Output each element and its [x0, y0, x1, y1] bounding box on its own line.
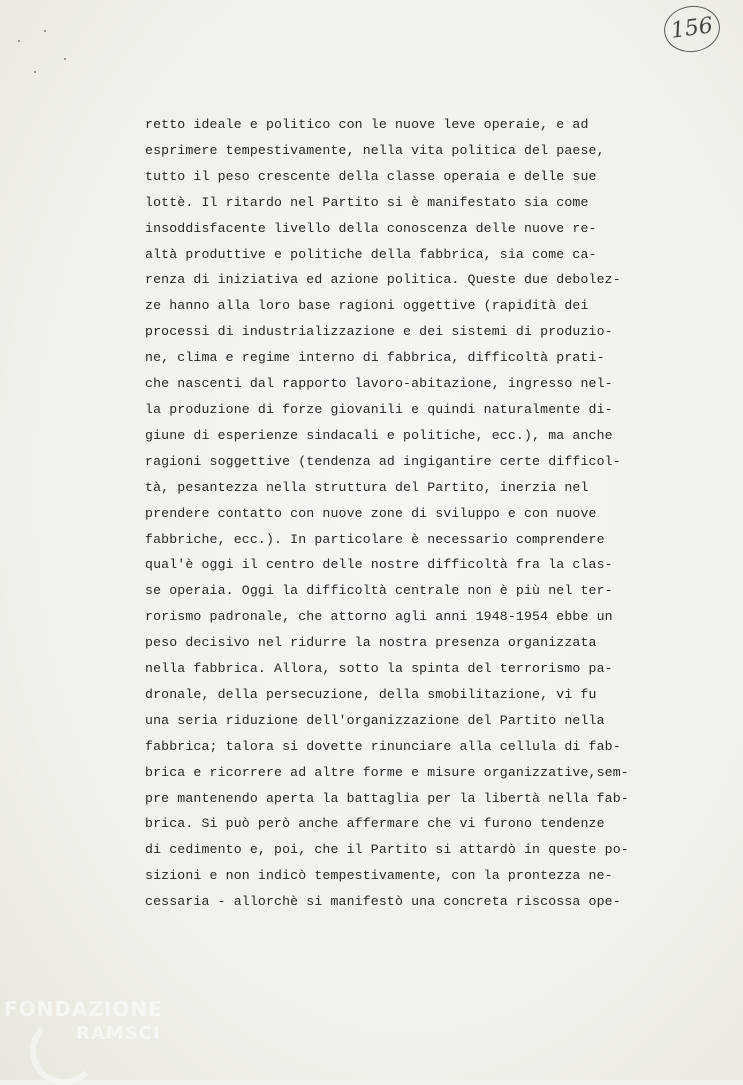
text-line: se operaia. Oggi la difficoltà centrale non è più nel ter-: [145, 583, 613, 599]
text-line: una seria riduzione dell'organizzazione del Partito nella: [145, 712, 605, 728]
text-line: retto ideale e politico con le nuove leve operaie, e ad: [145, 117, 589, 132]
text-line: dronale, della persecuzione, della smobilitazione, vi fu: [145, 686, 597, 702]
text-line: ze hanno alla loro base ragioni oggettive (rapidità dei: [145, 298, 589, 314]
text-line: rorismo padronale, che attorno agli anni 1948-1954 ebbe un: [145, 609, 613, 625]
text-line: pre mantenendo aperta la battaglia per la libertà nella fab-: [145, 790, 629, 806]
text-line: giune di esperienze sindacali e politiche, ecc.), ma anche: [145, 427, 613, 443]
text-line: brica. Si può però anche affermare che vi furono tendenze: [145, 816, 605, 832]
text-line: qual'è oggi il centro delle nostre difficoltà fra la clas-: [145, 557, 613, 573]
text-line: la produzione di forze giovanili e quindi naturalmente di-: [145, 401, 613, 417]
handwritten-page-number: 156: [661, 2, 723, 55]
text-line: insoddisfacente livello della conoscenza delle nuove re-: [145, 220, 597, 236]
text-line: esprimere tempestivamente, nella vita politica del paese,: [145, 142, 605, 158]
text-line: brica e ricorrere ad altre forme e misure organizzative,sem-: [145, 764, 629, 780]
text-line: di cedimento e, poi, che il Partito si attardò in queste po-: [145, 842, 629, 858]
text-line: lottè. Il ritardo nel Partito si è manifestato sia come: [145, 194, 589, 210]
text-line: processi di industrializzazione e dei sistemi di produzio-: [145, 324, 613, 340]
text-line: ne, clima e regime interno di fabbrica, difficoltà prati-: [145, 350, 605, 366]
text-line: cessaria - allorchè si manifestò una concreta riscossa ope-: [145, 894, 621, 910]
text-line: tutto il peso crescente della classe operaia e delle sue: [145, 168, 597, 184]
watermark-line-1: FONDAZIONE: [4, 997, 163, 1021]
fondazione-gramsci-watermark: [4, 997, 194, 1077]
text-line: altà produttive e politiche della fabbrica, sia come ca-: [145, 246, 597, 262]
text-line: fabbriche, ecc.). In particolare è necessario comprendere: [145, 531, 605, 547]
text-line: renza di iniziativa ed azione politica. Queste due debolez-: [145, 272, 621, 288]
text-line: che nascenti dal rapporto lavoro-abitazione, ingresso nel-: [145, 376, 613, 392]
watermark-line-2: RAMSCI: [76, 1023, 161, 1044]
text-line: prendere contatto con nuove zone di sviluppo e con nuove: [145, 505, 597, 521]
text-line: peso decisivo nel ridurre la nostra presenza organizzata: [145, 635, 597, 651]
text-line: sizioni e non indicò tempestivamente, con la prontezza ne-: [145, 868, 613, 884]
text-line: ragioni soggettive (tendenza ad ingigantire certe difficol-: [145, 453, 621, 469]
text-line: nella fabbrica. Allora, sotto la spinta del terrorismo pa-: [145, 661, 613, 677]
text-line: tà, pesantezza nella struttura del Partito, inerzia nel: [145, 479, 589, 495]
text-line: fabbrica; talora si dovette rinunciare alla cellula di fab-: [145, 738, 621, 754]
typewritten-text: [145, 112, 705, 915]
